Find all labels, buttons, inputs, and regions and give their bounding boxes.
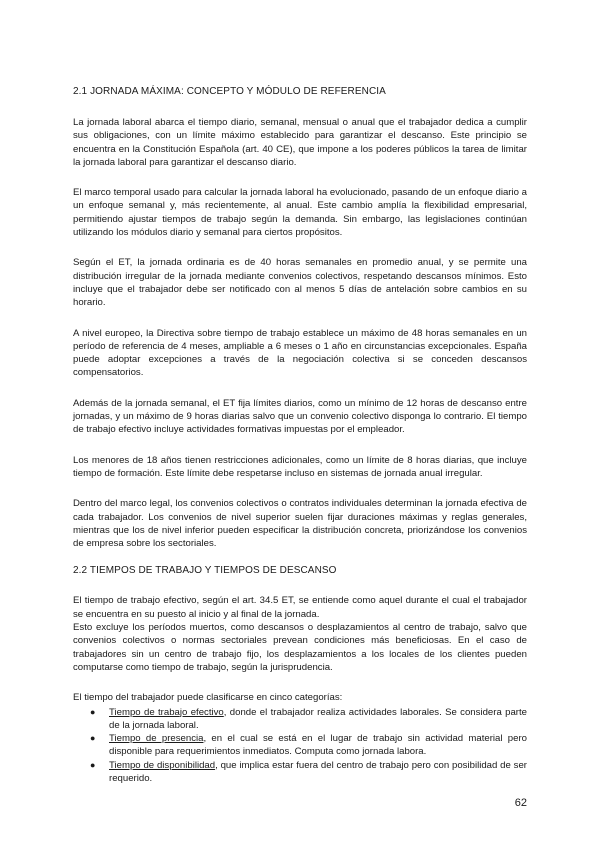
category-list	[73, 706, 527, 786]
category-text: , en el cual se está en el lugar de trabajo sin actividad material pero disponible para requerimientos inmediatos. Computa como jornada labora.	[109, 733, 527, 758]
document-page	[73, 86, 527, 785]
category-text: , que implica estar fuera del centro de trabajo pero con posibilidad de ser requerido.	[109, 759, 527, 784]
paragraph: El tiempo de trabajo efectivo, según el art. 34.5 ET, se entiende como aquel durante el cual el trabajador se encuentra en su puesto al inicio y al final de la jornada.	[73, 595, 527, 620]
paragraph: Además de la jornada semanal, el ET fija límites diarios, como un mínimo de 12 horas de descanso entre jornadas, y un máximo de 9 horas diarias salvo que un convenio colectivo disponga lo contrario. El tiempo de trabajo efectivo incluye actividades formativas impuestas por el empleador.	[73, 397, 527, 436]
paragraph: A nivel europeo, la Directiva sobre tiempo de trabajo establece un máximo de 48 horas semanales en un período de referencia de 4 meses, ampliable a 6 meses o 1 año en circunstancias excepcionales. España puede adoptar excepciones a través de la negociación colectiva si se conceden descansos compensatorios.	[73, 327, 527, 379]
list-item	[90, 759, 527, 786]
paragraph: La jornada laboral abarca el tiempo diario, semanal, mensual o anual que el trabajador dedica a cumplir sus obligaciones, con un límite máximo establecido para garantizar el descanso. Este principio se encuentra en la Constitución Española (art. 40 CE), que impone a los poderes públicos la tarea de limitar la jornada laboral para garantizar el descanso diario.	[73, 117, 527, 168]
paragraph: Los menores de 18 años tienen restricciones adicionales, como un límite de 8 horas diarias, que incluye tiempo de formación. Este límite debe respetarse incluso en sistemas de jornada anual irregular.	[73, 454, 527, 479]
paragraph: El marco temporal usado para calcular la jornada laboral ha evolucionado, pasando de un enfoque diario a un enfoque semanal y, más recientemente, al anual. Este cambio amplía la flexibilidad empresarial, permitiendo ajustar tiempos de trabajo según la demanda. Sin embargo, las legislaciones continúan utilizando los módulos diario y semanal para ciertos propósitos.	[73, 187, 527, 239]
section-jornada-maxima	[73, 86, 527, 550]
bullet-icon: ●	[90, 759, 96, 770]
page-number: 62	[514, 797, 527, 809]
category-term: Tiempo de disponibilidad	[109, 759, 216, 771]
section-tiempos-trabajo	[73, 565, 527, 785]
bullet-icon: ●	[90, 706, 96, 717]
list-item	[90, 732, 527, 759]
category-term: Tiempo de trabajo efectivo	[109, 706, 224, 718]
category-text: , donde el trabajador realiza actividades laborales. Se considera parte de la jornada laboral.	[109, 706, 527, 731]
paragraph: Según el ET, la jornada ordinaria es de 40 horas semanales en promedio anual, y se permite una distribución irregular de la jornada mediante convenios colectivos, respetando descansos mínimos. Esto incluye que el trabajador debe ser notificado con al menos 5 días de antelación sobre cambios en su horario.	[73, 257, 527, 309]
paragraph: Esto excluye los períodos muertos, como descansos o desplazamientos al centro de trabajo, salvo que convenios colectivos o normas sectoriales prevean condiciones más beneficiosas. En el caso de trabajadores sin un centro de trabajo fijo, los desplazamientos a los locales de los clientes pueden computarse como tiempo de trabajo, según la jurisprudencia.	[73, 622, 527, 673]
section-heading: 2.2 TIEMPOS DE TRABAJO Y TIEMPOS DE DESCANSO	[73, 565, 337, 577]
bullet-icon: ●	[90, 733, 96, 744]
list-intro: El tiempo del trabajador puede clasificarse en cinco categorías:	[73, 692, 343, 704]
category-term: Tiempo de presencia	[109, 733, 204, 745]
paragraph: Dentro del marco legal, los convenios colectivos o contratos individuales determinan la jornada efectiva de cada trabajador. Los convenios de nivel superior suelen fijar duraciones máximas y reglas generales, mientras que los de nivel inferior pueden especificar la distribución concreta, priorizándose los convenios de empresa sobre los sectoriales.	[73, 498, 527, 550]
section-heading: 2.1 JORNADA MÁXIMA: CONCEPTO Y MÓDULO DE REFERENCIA	[73, 86, 386, 97]
list-item	[90, 706, 527, 733]
